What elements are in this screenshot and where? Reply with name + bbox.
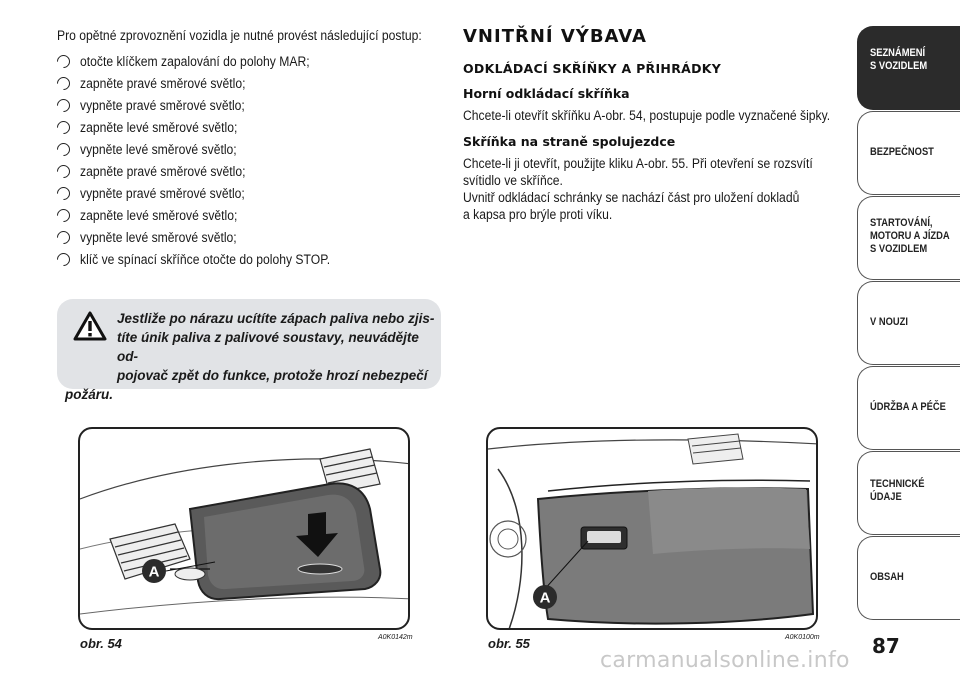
list-item: klíč ve spínací skříňce otočte do polohy STOP. — [57, 248, 442, 270]
left-column — [57, 26, 442, 270]
subsection-title-glovebox: Skříňka na straně spolujezdce — [463, 134, 676, 149]
bullet-icon — [54, 140, 72, 158]
bullet-icon — [54, 52, 72, 70]
page-number: 87 — [872, 634, 900, 658]
bullet-icon — [54, 184, 72, 202]
paragraph: Chcete-li otevřít skříňku A-obr. 54, postupuje podle vyznačené šipky. — [463, 108, 831, 123]
intro-text: Pro opětné zprovoznění vozidla je nutné provést následující postup: — [57, 28, 422, 43]
figure-code: A0K0100m — [785, 634, 820, 641]
tab-v-nouzi[interactable]: V NOUZI — [857, 281, 960, 365]
section-title: VNITŘNÍ VÝBAVA — [463, 26, 647, 47]
list-item: vypněte pravé směrové světlo; — [57, 94, 442, 116]
list-item: vypněte levé směrové světlo; — [57, 138, 442, 160]
warning-box — [57, 299, 441, 402]
list-item: zapněte levé směrové světlo; — [57, 204, 442, 226]
chapter-tabs — [857, 26, 960, 621]
tab-seznameni[interactable]: SEZNÁMENÍ S VOZIDLEM — [857, 26, 960, 110]
figure-caption: obr. 54 — [80, 636, 122, 651]
list-item: zapněte levé směrové světlo; — [57, 116, 442, 138]
bullet-icon — [54, 206, 72, 224]
watermark: carmanualsonline.info — [600, 648, 850, 673]
callout-marker: A — [539, 589, 551, 607]
bullet-icon — [54, 250, 72, 268]
bullet-icon — [54, 162, 72, 180]
warning-text: Jestliže po nárazu ucítíte zápach paliva nebo zjis- títe únik paliva z palivové soustavy, neuvádějte od- pojovač zpět do funkce, protože hrozí nebezpečí požáru. — [65, 311, 435, 402]
tab-bezpecnost[interactable]: BEZPEČNOST — [857, 111, 960, 195]
step-list — [57, 50, 442, 270]
callout-marker: A — [148, 563, 160, 581]
bullet-icon — [54, 96, 72, 114]
list-item: zapněte pravé směrové světlo; — [57, 160, 442, 182]
tab-udrzba[interactable]: ÚDRŽBA A PÉČE — [857, 366, 960, 450]
bullet-icon — [54, 228, 72, 246]
figure-55 — [486, 427, 818, 630]
list-item: otočte klíčkem zapalování do polohy MAR; — [57, 50, 442, 72]
section-subtitle: ODKLÁDACÍ SKŘÍŇKY A PŘIHRÁDKY — [463, 61, 722, 76]
right-column — [463, 26, 848, 223]
bullet-icon — [54, 118, 72, 136]
paragraph: Chcete-li ji otevřít, použijte kliku A-obr. 55. Při otevření se rozsvítí svítidlo ve skříňce. Uvnitř odkládací schránky se nachází část pro uložení dokladů a kapsa pro brýle proti víku. — [463, 156, 813, 222]
figure-caption: obr. 55 — [488, 636, 530, 651]
tab-technicke-udaje[interactable]: TECHNICKÉ ÚDAJE — [857, 451, 960, 535]
glovebox-illustration — [488, 429, 818, 630]
dashboard-compartment-illustration — [80, 429, 410, 630]
figure-code: A0K0142m — [378, 634, 413, 641]
tab-startovani[interactable]: STARTOVÁNÍ, MOTORU A JÍZDA S VOZIDLEM — [857, 196, 960, 280]
figure-54 — [78, 427, 410, 630]
list-item: vypněte pravé směrové světlo; — [57, 182, 442, 204]
subsection-title-upper-compartment: Horní odkládací skříňka — [463, 86, 630, 101]
list-item: vypněte levé směrové světlo; — [57, 226, 442, 248]
bullet-icon — [54, 74, 72, 92]
tab-obsah[interactable]: OBSAH — [857, 536, 960, 620]
list-item: zapněte pravé směrové světlo; — [57, 72, 442, 94]
